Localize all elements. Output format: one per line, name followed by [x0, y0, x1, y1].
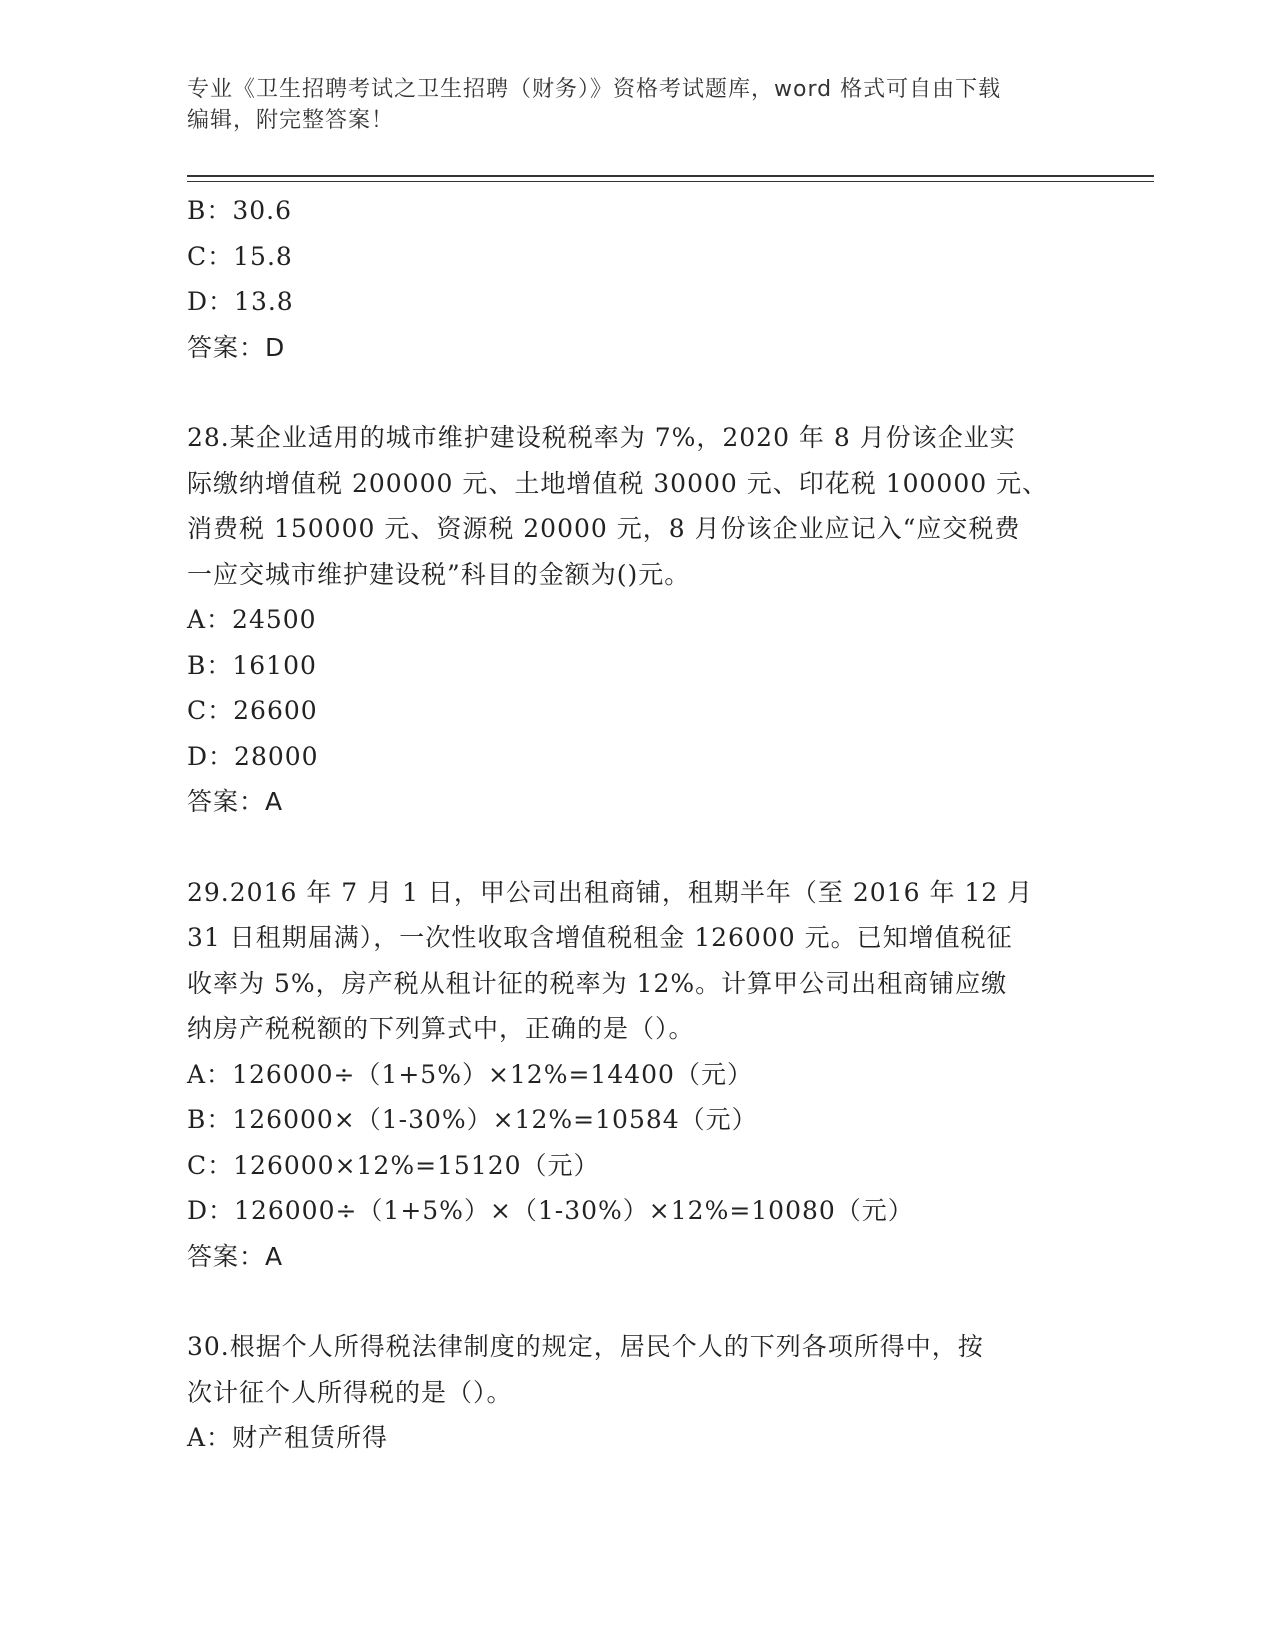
- answer-label: 答案：A: [187, 1241, 284, 1271]
- question-stem-line: 31 日租期届满），一次性收取含增值税租金 126000 元。已知增值税征: [187, 923, 1013, 952]
- option-d: D：28000: [187, 741, 319, 771]
- option-c: C：126000×12%=15120（元）: [187, 1150, 600, 1180]
- header-divider-thick: [187, 175, 1154, 177]
- answer-label: 答案：D: [187, 332, 286, 362]
- option-b: B：16100: [187, 650, 317, 680]
- question-30-block: [187, 1324, 1087, 1461]
- header-line-2: 编辑，附完整答案！: [187, 108, 395, 133]
- option-b: B：126000×（1-30%）×12%=10584（元）: [187, 1105, 758, 1134]
- question-stem-line: 28.某企业适用的城市维护建设税税率为 7%，2020 年 8 月份该企业实: [187, 423, 1016, 452]
- prev-question-block: [187, 188, 1087, 370]
- question-stem-line: 收率为 5%，房产税从租计征的税率为 12%。计算甲公司出租商铺应缴: [187, 968, 1008, 998]
- option-c: C：15.8: [187, 241, 293, 271]
- spacer: [187, 370, 1087, 415]
- question-stem-line: 次计征个人所得税的是（）。: [187, 1377, 513, 1407]
- spacer: [187, 1279, 1087, 1324]
- header-divider-thin: [187, 181, 1154, 182]
- option-a: A：财产租赁所得: [187, 1423, 389, 1452]
- question-stem-line: 消费税 150000 元、资源税 20000 元，8 月份该企业应记入“应交税费: [187, 514, 1021, 543]
- page-header: [187, 74, 1087, 136]
- question-28-block: [187, 415, 1087, 825]
- option-b: B：30.6: [187, 196, 293, 225]
- question-stem-line: 30.根据个人所得税法律制度的规定，居民个人的下列各项所得中，按: [187, 1332, 984, 1361]
- question-stem-line: 29.2016 年 7 月 1 日，甲公司出租商铺，租期半年（至 2016 年 12 月: [187, 877, 1034, 907]
- answer-label: 答案：A: [187, 787, 284, 816]
- option-d: D：13.8: [187, 287, 294, 316]
- question-stem-line: 际缴纳增值税 200000 元、土地增值税 30000 元、印花税 100000 元、: [187, 468, 1049, 498]
- question-content: [187, 188, 1087, 1461]
- header-line-1: 专业《卫生招聘考试之卫生招聘（财务）》资格考试题库，word 格式可自由下载: [187, 77, 1002, 102]
- question-stem-line: 一应交城市维护建设税”科目的金额为()元。: [187, 559, 691, 589]
- option-c: C：26600: [187, 696, 318, 725]
- option-a: A：126000÷（1+5%）×12%=14400（元）: [187, 1059, 753, 1089]
- question-stem-line: 纳房产税税额的下列算式中，正确的是（）。: [187, 1014, 695, 1043]
- question-29-block: [187, 870, 1087, 1280]
- spacer: [187, 825, 1087, 870]
- option-a: A：24500: [187, 605, 317, 634]
- option-d: D：126000÷（1+5%）×（1-30%）×12%=10080（元）: [187, 1196, 914, 1225]
